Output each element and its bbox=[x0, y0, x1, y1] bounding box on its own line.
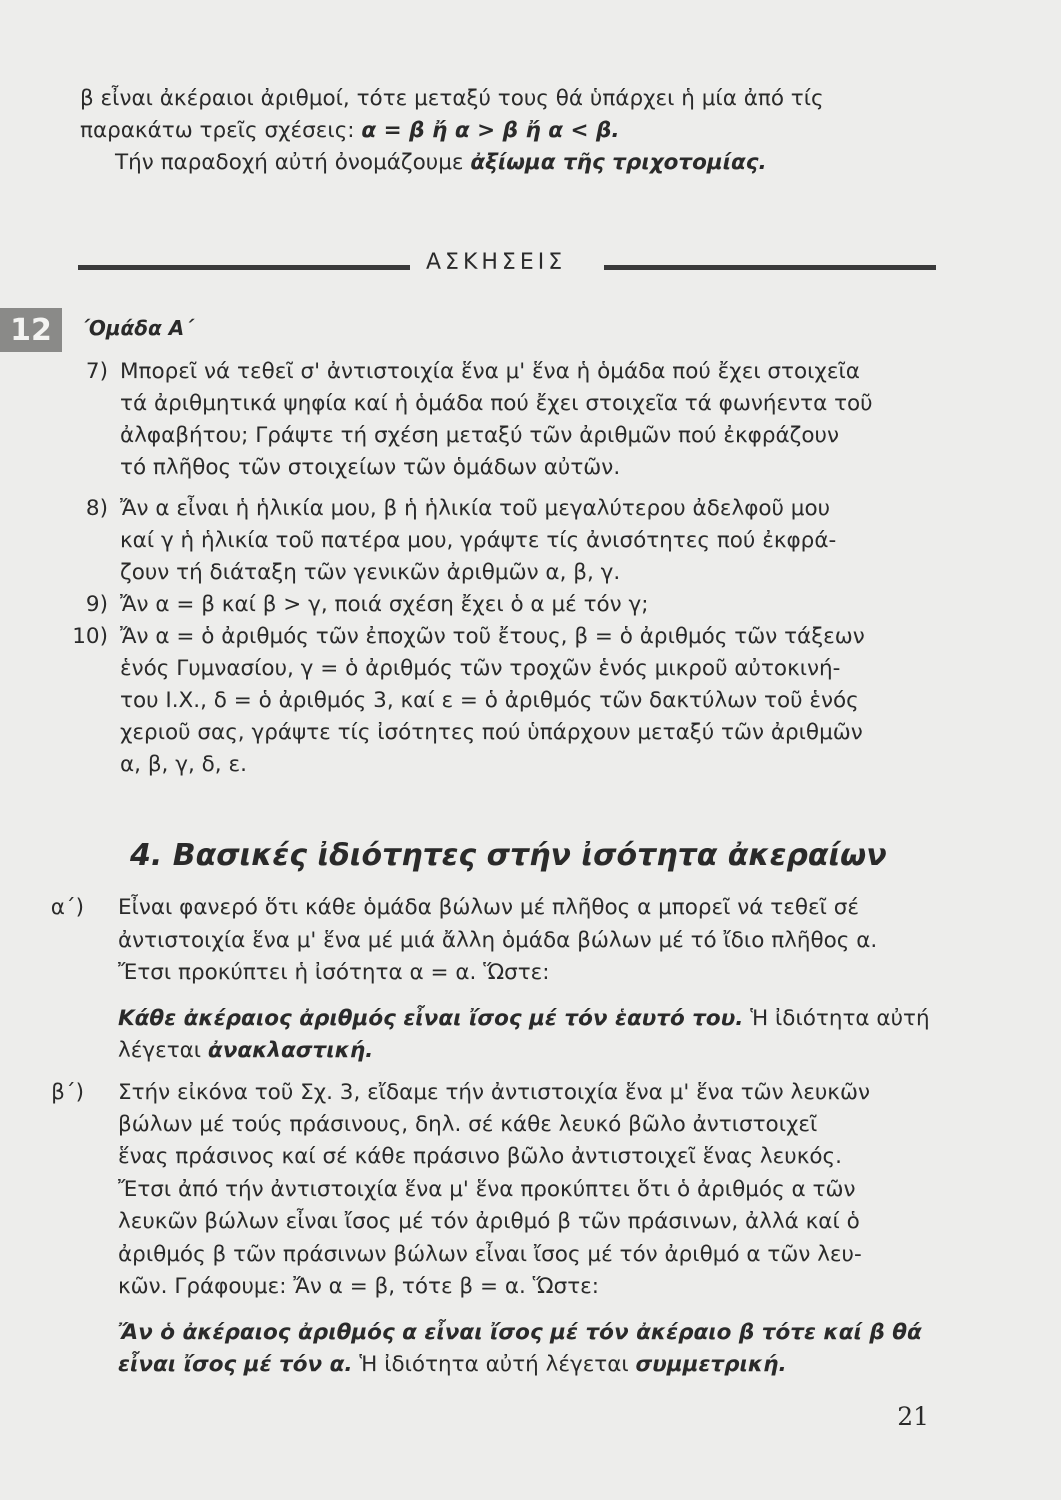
paragraph-line: Ἔτσι προκύπτει ἡ ἰσότητα α = α. Ὥστε: bbox=[118, 960, 550, 985]
intro-line-3 bbox=[115, 148, 767, 178]
exercise-group-label: ΄Ομάδα Α΄ bbox=[80, 316, 194, 340]
exercise-line: τό πλῆθος τῶν στοιχείων τῶν ὁμάδων αὐτῶν. bbox=[120, 455, 621, 480]
exercise-line: ἀλφαβήτου; Γράψτε τή σχέση μεταξύ τῶν ἀριθμῶν πού ἐκφράζουν bbox=[120, 423, 839, 448]
paragraph-line bbox=[118, 1036, 373, 1066]
exercise-number: 10) bbox=[72, 624, 108, 649]
paragraph-line bbox=[118, 1004, 930, 1034]
exercise-line: τά ἀριθμητικά ψηφία καί ἡ ὁμάδα πού ἔχει στοιχεῖα τά φωνήεντα τοῦ bbox=[120, 391, 873, 416]
exercises-heading: ΑΣΚΗΣΕΙΣ bbox=[426, 250, 567, 275]
exercise-line: χεριοῦ σας, γράψτε τίς ἰσότητες πού ὑπάρχουν μεταξύ τῶν ἀριθμῶν bbox=[120, 720, 863, 745]
section-title: 4. Βασικές ἰδιότητες στήν ἰσότητα ἀκεραίων bbox=[130, 838, 887, 873]
intro-text: Τήν παραδοχή αὐτή ὀνομάζουμε bbox=[115, 150, 471, 175]
heading-rule-left bbox=[78, 265, 410, 270]
reflexive-term: ἀνακλαστική. bbox=[207, 1038, 374, 1063]
exercise-line: καί γ ἡ ἡλικία τοῦ πατέρα μου, γράψτε τίς ἀνισότητες πού ἐκφρά- bbox=[120, 528, 837, 553]
paragraph-line: Εἶναι φανερό ὅτι κάθε ὁμάδα βώλων μέ πλῆθος α μπορεῖ νά τεθεῖ σέ bbox=[118, 895, 859, 920]
paragraph-line: βώλων μέ τούς πράσινους, δηλ. σέ κάθε λευκό βῶλο ἀντιστοιχεῖ bbox=[118, 1112, 818, 1137]
paragraph-line: Στήν εἰκόνα τοῦ Σχ. 3, εἴδαμε τήν ἀντιστοιχία ἕνα μ' ἕνα τῶν λευκῶν bbox=[118, 1080, 870, 1105]
paragraph-line: κῶν. Γράφουμε: Ἄν α = β, τότε β = α. Ὥστε: bbox=[118, 1274, 600, 1299]
exercise-line: ἑνός Γυμνασίου, γ = ὁ ἀριθμός τῶν τροχῶν ἑνός μικροῦ αὐτοκινή- bbox=[120, 656, 841, 681]
exercise-number: 8) bbox=[85, 496, 108, 521]
exercise-line: Ἄν α = ὁ ἀριθμός τῶν ἐποχῶν τοῦ ἔτους, β = ὁ ἀριθμός τῶν τάξεων bbox=[120, 624, 865, 649]
page-number: 21 bbox=[897, 1402, 929, 1431]
intro-line-2 bbox=[80, 116, 620, 146]
exercise-line: του Ι.Χ., δ = ὁ ἀριθμός 3, καί ε = ὁ ἀριθμός τῶν δακτύλων τοῦ ἑνός bbox=[120, 688, 859, 713]
intro-line-1: β εἶναι ἀκέραιοι ἀριθμοί, τότε μεταξύ τους θά ὑπάρχει ἡ μία ἀπό τίς bbox=[80, 86, 824, 111]
chapter-tab: 12 bbox=[0, 308, 62, 352]
heading-rule-right bbox=[604, 265, 936, 270]
symmetric-statement-text: Ἄν ὁ ἀκέραιος ἀριθμός α εἶναι ἴσος μέ τόν ἀκέραιο β τότε καί β θά bbox=[118, 1320, 922, 1345]
paragraph-line: ἀντιστοιχία ἕνα μ' ἕνα μέ μιά ἄλλη ὁμάδα βώλων μέ τό ἴδιο πλῆθος α. bbox=[118, 928, 878, 953]
trichotomy-relations: α = β ἤ α > β ἤ α < β. bbox=[361, 118, 620, 143]
trichotomy-axiom-term: ἀξίωμα τῆς τριχοτομίας. bbox=[470, 150, 767, 175]
paragraph-text: λέγεται bbox=[118, 1038, 208, 1063]
part-a-label: α΄) bbox=[50, 895, 84, 920]
paragraph-line: ἀριθμός β τῶν πράσινων βώλων εἶναι ἴσος μέ τόν ἀριθμό α τῶν λευ- bbox=[118, 1242, 862, 1267]
paragraph-text: Ἡ ἰδιότητα αὐτή bbox=[743, 1006, 930, 1031]
reflexive-statement: Κάθε ἀκέραιος ἀριθμός εἶναι ἴσος μέ τόν ἑαυτό του. bbox=[118, 1006, 744, 1031]
exercise-line: α, β, γ, δ, ε. bbox=[120, 752, 247, 777]
part-b-label: β΄) bbox=[51, 1080, 84, 1105]
exercise-line: Ἄν α = β καί β > γ, ποιά σχέση ἔχει ὁ α μέ τόν γ; bbox=[120, 592, 649, 617]
exercise-number: 7) bbox=[85, 359, 108, 384]
paragraph-line: ἕνας πράσινος καί σέ κάθε πράσινο βῶλο ἀντιστοιχεῖ ἕνας λευκός. bbox=[118, 1144, 842, 1169]
exercise-number: 9) bbox=[85, 592, 108, 617]
symmetric-term: συμμετρική. bbox=[635, 1352, 787, 1377]
symmetric-statement-text: εἶναι ἴσος μέ τόν α. bbox=[118, 1352, 353, 1377]
paragraph-text: Ἡ ἰδιότητα αὐτή λέγεται bbox=[352, 1352, 636, 1377]
paragraph-line: Ἔτσι ἀπό τήν ἀντιστοιχία ἕνα μ' ἕνα προκύπτει ὅτι ὁ ἀριθμός α τῶν bbox=[118, 1177, 856, 1202]
intro-text: παρακάτω τρεῖς σχέσεις: bbox=[80, 118, 362, 143]
exercise-line: ζουν τή διάταξη τῶν γενικῶν ἀριθμῶν α, β, γ. bbox=[120, 560, 621, 585]
paragraph-line bbox=[118, 1350, 787, 1380]
exercise-line: Ἄν α εἶναι ἡ ἡλικία μου, β ἡ ἡλικία τοῦ μεγαλύτερου ἀδελφοῦ μου bbox=[120, 496, 831, 521]
exercise-line: Μπορεῖ νά τεθεῖ σ' ἀντιστοιχία ἕνα μ' ἕνα ἡ ὁμάδα πού ἔχει στοιχεῖα bbox=[120, 359, 860, 384]
symmetric-statement bbox=[118, 1318, 922, 1348]
paragraph-line: λευκῶν βώλων εἶναι ἴσος μέ τόν ἀριθμό β τῶν πράσινων, ἀλλά καί ὁ bbox=[118, 1209, 860, 1234]
